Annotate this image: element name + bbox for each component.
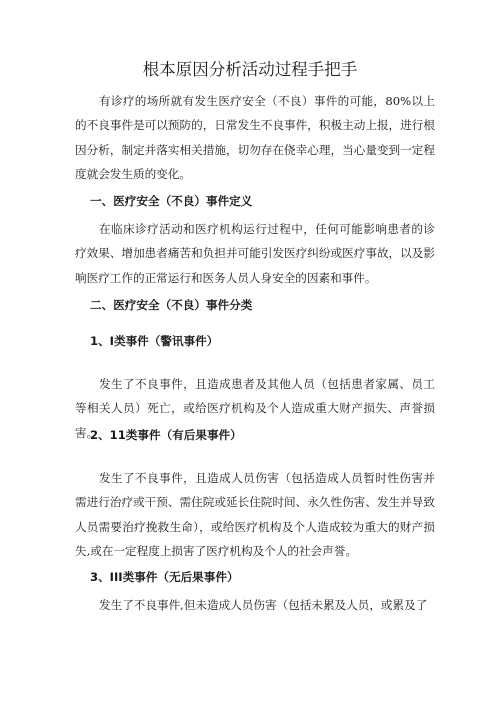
section-heading-classification: 二、医疗安全（不良）事件分类	[90, 298, 253, 312]
type-2-label: 2、11类事件（有后果事件）	[90, 428, 242, 442]
intro-paragraph: 有诊疗的场所就有发生医疗安全（不良）事件的可能，80%以上的不良事件是可以预防的，日常发生不良事件，积极主动上报，进行根因分析，制定并落实相关措施，切勿存在侥幸心理，当心量变到一定程度就会发生质的变化。	[75, 94, 435, 181]
type-3-paragraph: 发生了不良事件,但未造成人员伤害（包括未累及人员，或累及了	[99, 598, 428, 612]
type-3-label: 3、III类事件（无后果事件）	[90, 570, 239, 584]
section-heading-definition: 一、医疗安全（不良）事件定义	[90, 194, 253, 208]
type-1-label: 1、I类事件（警讯事件）	[90, 334, 219, 348]
type-1-paragraph: 发生了不良事件，且造成患者及其他人员（包括患者家属、员工等相关人员）死亡，或给医疗机构及个人造成重大财产损失、声誉损害。	[75, 377, 435, 440]
type-2-paragraph: 发生了不良事件，且造成人员伤害（包括造成人员暂时性伤害并需进行治疗或干预、需住院或延长住院时间、永久性伤害、发生并导致人员需要治疗挽救生命），或给医疗机构及个人造成较为重大的财产损失,或在一定程度上损害了医疗机构及个人的社会声誉。	[75, 471, 435, 558]
definition-paragraph: 在临床诊疗活动和医疗机构运行过程中，任何可能影响患者的诊疗效果、增加患者痛苦和负担并可能引发医疗纠纷或医疗事故，以及影响医疗工作的正常运行和医务人员人身安全的因素和事件。	[75, 222, 435, 285]
page-title: 根本原因分析活动过程手把手	[142, 60, 358, 79]
